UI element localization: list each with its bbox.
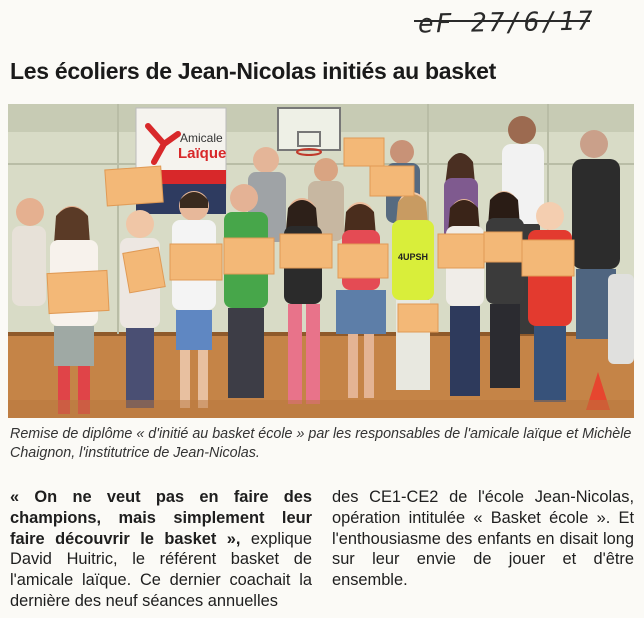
article-photo — [8, 104, 634, 418]
banner-text-2: Laïque — [178, 145, 227, 162]
handwritten-date: eF 27/6/17 — [417, 6, 595, 40]
banner-text-1: Amicale — [180, 131, 223, 145]
gym-group-photo — [8, 104, 634, 418]
article-column-2: des CE1-CE2 de l'école Jean-Nicolas, opération intitulée « Basket école ». Et l'enthousiasme des enfants en disait long sur leur envie de jouer et d'être ensemble. — [332, 488, 634, 590]
article-column-1 — [10, 487, 312, 612]
article-lead-quote: « On ne veut pas en faire des champions, mais simplement leur faire découvrir le basket », — [10, 488, 312, 548]
article-column-1-text: explique David Huitric, le référent basket de l'amicale laïque. Ce dernier coachait la dernière des neuf séances annuelles — [10, 529, 312, 610]
article-headline: Les écoliers de Jean-Nicolas initiés au basket — [10, 58, 497, 84]
shirt-text: 4UPSH — [398, 252, 429, 262]
photo-caption: Remise de diplôme « d'initié au basket école » par les responsables de l'amicale laïque et Michèle Chaignon, l'institutrice de Jean-Nicolas. — [10, 426, 632, 461]
